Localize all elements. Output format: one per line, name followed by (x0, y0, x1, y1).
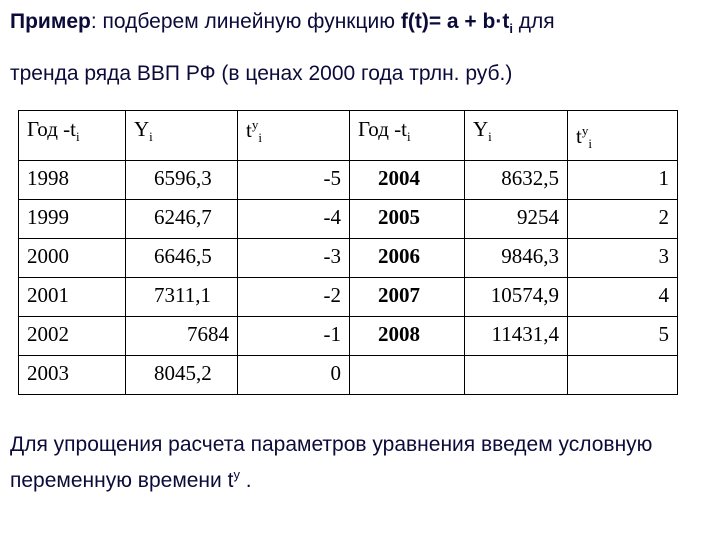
note-superscript: у (233, 467, 240, 482)
header-t (238, 111, 350, 161)
cell-t: -3 (238, 239, 350, 278)
cell-t2: 2 (568, 200, 678, 239)
cell-t: 0 (238, 356, 350, 395)
cell-y2 (465, 356, 568, 395)
cell-y2: 9254 (465, 200, 568, 239)
table-row (19, 317, 678, 356)
cell-year: 2002 (19, 317, 126, 356)
header-year-sub: i (75, 129, 80, 145)
header-year2 (350, 111, 465, 161)
table-row (19, 278, 678, 317)
header-t-label: t (246, 118, 252, 142)
table-row (19, 200, 678, 239)
cell-t2: 4 (568, 278, 678, 317)
heading-example-label: Пример (10, 10, 91, 33)
header-t-sub: i (258, 130, 262, 146)
header-y2-label: Y (473, 117, 489, 141)
header-y2-sub: i (488, 129, 492, 145)
header-t2-label: t (576, 124, 582, 148)
header-year (19, 111, 126, 161)
cell-year2: 2008 (350, 317, 465, 356)
formula-subscript: i (509, 21, 513, 37)
cell-t2: 1 (568, 161, 678, 200)
header-year2-label: Год -t (358, 117, 407, 141)
cell-year: 2001 (19, 278, 126, 317)
table-row (19, 239, 678, 278)
cell-y: 7684 (126, 317, 238, 356)
heading-formula (400, 10, 513, 37)
cell-y: 6596,3 (126, 161, 238, 200)
header-t2-sub: i (588, 136, 592, 152)
heading-text-end: для (512, 10, 555, 33)
formula-text: f(t)= a + b·t (400, 10, 510, 33)
header-y-label: Y (134, 117, 150, 141)
cell-year: 2003 (19, 356, 126, 395)
cell-y2: 10574,9 (465, 278, 568, 317)
header-t2-sup: у (581, 123, 589, 138)
cell-year2 (350, 356, 465, 395)
heading-line-1 (10, 8, 710, 43)
header-y-sub: i (149, 129, 153, 145)
cell-y2: 11431,4 (465, 317, 568, 356)
cell-t: -2 (238, 278, 350, 317)
header-year2-sub: i (406, 129, 411, 145)
note-end: . (239, 469, 252, 492)
heading-text: : подберем линейную функцию (90, 10, 401, 33)
cell-year: 1998 (19, 161, 126, 200)
cell-y2: 8632,5 (465, 161, 568, 200)
slide-heading (10, 8, 710, 85)
cell-y: 6246,7 (126, 200, 238, 239)
header-y (126, 111, 238, 161)
heading-line-2: тренда ряда ВВП РФ (в ценах 2000 года трлн. руб.) (10, 62, 513, 85)
cell-t2: 3 (568, 239, 678, 278)
cell-y: 8045,2 (126, 356, 238, 395)
note-text: Для упрощения расчета параметров уравнения введем условную переменную времени t (10, 433, 653, 492)
cell-year2: 2004 (350, 161, 465, 200)
header-t2 (568, 111, 678, 161)
cell-y: 7311,1 (126, 278, 238, 317)
header-y2 (465, 111, 568, 161)
table-row (19, 356, 678, 395)
table-row (19, 161, 678, 200)
header-t-sup: у (251, 117, 259, 132)
cell-t: -4 (238, 200, 350, 239)
cell-year2: 2005 (350, 200, 465, 239)
gdp-table (18, 110, 678, 395)
cell-t2 (568, 356, 678, 395)
cell-t: -5 (238, 161, 350, 200)
header-year-label: Год -t (27, 117, 76, 141)
cell-t2: 5 (568, 317, 678, 356)
explanation-note (10, 430, 710, 496)
cell-year2: 2006 (350, 239, 465, 278)
cell-year2: 2007 (350, 278, 465, 317)
cell-year: 1999 (19, 200, 126, 239)
cell-t: -1 (238, 317, 350, 356)
table-header-row (19, 111, 678, 161)
cell-y2: 9846,3 (465, 239, 568, 278)
cell-year: 2000 (19, 239, 126, 278)
cell-y: 6646,5 (126, 239, 238, 278)
